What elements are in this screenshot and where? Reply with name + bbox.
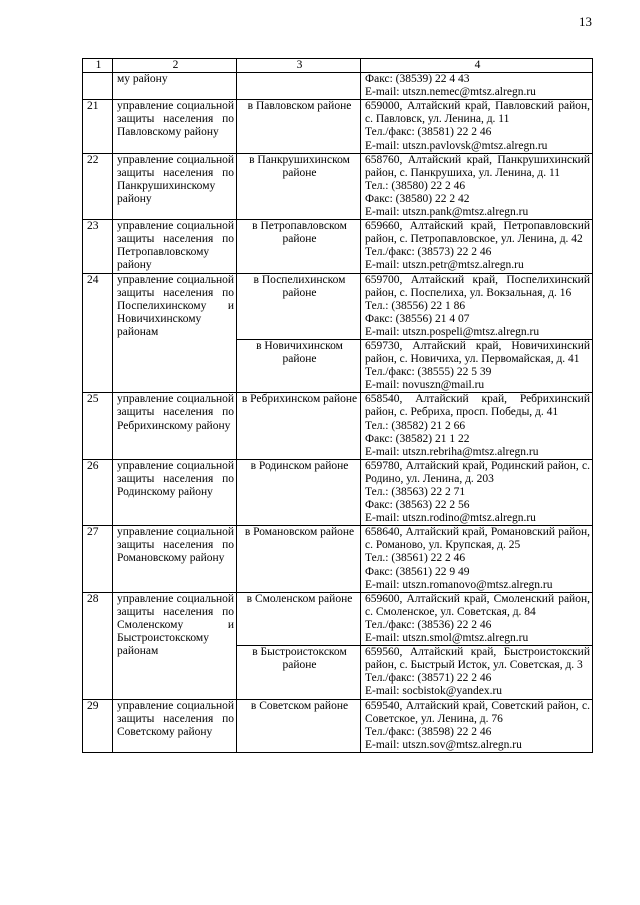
- contact-line: 659660, Алтайский край, Петропавловский район, с. Петропавловское, ул. Ленина, д. 42: [365, 220, 590, 246]
- column-header: 1: [83, 59, 113, 73]
- district-line: в Родинском районе: [250, 459, 349, 472]
- district: [237, 393, 361, 459]
- table-row: [83, 459, 593, 525]
- contact-info: [361, 273, 593, 339]
- district-line: в Смоленском районе: [246, 592, 353, 605]
- contact-line: E-mail: socbistok@yandex.ru: [365, 685, 503, 698]
- agency-name-line: управление социальной защиты населения по Панкрушихинскому району: [117, 153, 234, 205]
- contact-line: 659000, Алтайский край, Павловский район, с. Павловск, ул. Ленина, д. 11: [365, 100, 590, 126]
- district: [237, 459, 361, 525]
- contact-info: [361, 339, 593, 392]
- row-number: 24: [83, 273, 113, 393]
- agency-name-line: управление социальной защиты населения по Поспелихинскому и Новичихинскому районам: [117, 273, 234, 338]
- agency-name: [113, 459, 237, 525]
- contact-line: Факс: (38580) 22 2 42: [365, 192, 470, 205]
- contact-line: 658760, Алтайский край, Панкрушихинский район, с. Панкрушиха, ул. Ленина, д. 11: [365, 153, 590, 179]
- contact-line: 658540, Алтайский край, Ребрихинский район, с. Ребриха, просп. Победы, д. 41: [365, 393, 590, 419]
- table-body: [83, 73, 593, 753]
- agency-name: [113, 699, 237, 752]
- agency-name: [113, 273, 237, 393]
- contact-info: [361, 220, 593, 273]
- contact-line: Тел.: (38556) 22 1 86: [365, 299, 466, 312]
- district-line: в Советском районе: [250, 699, 349, 712]
- agency-name-line: управление социальной защиты населения по Романовскому району: [117, 526, 234, 565]
- header-row: [83, 59, 593, 73]
- agency-name-line: управление социальной защиты населения по Советскому району: [117, 699, 234, 738]
- contact-line: E-mail: utszn.rebriha@mtsz.alregn.ru: [365, 445, 539, 458]
- column-header: 3: [237, 59, 361, 73]
- agency-name: [113, 73, 237, 100]
- contact-line: Тел.: (38561) 22 2 46: [365, 552, 466, 565]
- agency-name-line: управление социальной защиты населения по Смоленскому и Быстроистокскому районам: [117, 592, 234, 658]
- district: [237, 153, 361, 219]
- district-line: в Поспелихинском районе: [253, 273, 346, 299]
- contact-line: Факс: (38556) 21 4 07: [365, 312, 470, 325]
- contact-info: [361, 393, 593, 459]
- contact-line: Тел.: (38582) 21 2 66: [365, 419, 466, 432]
- district: [237, 73, 361, 100]
- contact-line: 659730, Алтайский край, Новичихинский район, с. Новичиха, ул. Первомайская, д. 41: [365, 339, 590, 366]
- contact-line: Тел./факс: (38573) 22 2 46: [365, 246, 492, 259]
- agency-name: [113, 526, 237, 592]
- row-number: 26: [83, 459, 113, 525]
- agency-name-line: управление социальной защиты населения по Ребрихинскому району: [117, 393, 234, 432]
- district: [237, 646, 361, 699]
- contact-line: Факс: (38539) 22 4 43: [365, 73, 470, 86]
- contact-line: Тел./факс: (38581) 22 2 46: [365, 126, 492, 139]
- district: [237, 339, 361, 392]
- district-line: в Романовском районе: [244, 526, 355, 539]
- agency-name-line: управление социальной защиты населения по Родинскому району: [117, 459, 234, 498]
- contact-line: E-mail: utszn.pospeli@mtsz.alregn.ru: [365, 325, 540, 338]
- district-line: в Новичихинском районе: [256, 339, 343, 366]
- district-line: в Ребрихинском районе: [241, 393, 358, 406]
- contact-info: [361, 699, 593, 752]
- row-number: 23: [83, 220, 113, 273]
- agency-name: [113, 100, 237, 153]
- district: [237, 220, 361, 273]
- district-line: в Петропавловском районе: [252, 220, 347, 246]
- table-row: [83, 592, 593, 645]
- contact-line: Факс: (38563) 22 2 56: [365, 499, 470, 512]
- table-row: [83, 220, 593, 273]
- contact-line: 659600, Алтайский край, Смоленский район, с. Смоленское, ул. Советская, д. 84: [365, 592, 590, 618]
- district-line: в Павловском районе: [247, 100, 352, 113]
- contact-line: 659780, Алтайский край, Родинский район, с. Родино, ул. Ленина, д. 203: [365, 459, 590, 485]
- contact-info: [361, 646, 593, 699]
- contact-info: [361, 592, 593, 645]
- contact-line: E-mail: utszn.sov@mtsz.alregn.ru: [365, 738, 522, 751]
- district: [237, 273, 361, 339]
- contact-info: [361, 459, 593, 525]
- table-row: [83, 153, 593, 219]
- contact-line: Факс: (38582) 21 1 22: [365, 432, 470, 445]
- contact-info: [361, 100, 593, 153]
- contact-line: E-mail: utszn.smol@mtsz.alregn.ru: [365, 632, 529, 645]
- contact-line: Тел./факс: (38555) 22 5 39: [365, 366, 492, 379]
- agency-name: [113, 153, 237, 219]
- agency-name: [113, 592, 237, 699]
- row-number: 29: [83, 699, 113, 752]
- contact-line: E-mail: utszn.nemec@mtsz.alregn.ru: [365, 86, 536, 99]
- district: [237, 699, 361, 752]
- agency-name: [113, 393, 237, 459]
- contact-line: E-mail: utszn.romanovo@mtsz.alregn.ru: [365, 578, 553, 591]
- column-header: 4: [361, 59, 593, 73]
- contact-line: Факс: (38561) 22 9 49: [365, 565, 470, 578]
- contact-line: 659700, Алтайский край, Поспелихинский район, с. Поспелиха, ул. Вокзальная, д. 16: [365, 273, 590, 299]
- row-number: 25: [83, 393, 113, 459]
- row-number: [83, 73, 113, 100]
- contact-line: Тел./факс: (38571) 22 2 46: [365, 672, 492, 685]
- page-number: 13: [579, 14, 592, 29]
- contact-line: 659560, Алтайский край, Быстроистокский район, с. Быстрый Исток, ул. Советская, д. 3: [365, 646, 590, 672]
- table-row: [83, 100, 593, 153]
- table-row: [83, 526, 593, 592]
- contact-line: Тел.: (38563) 22 2 71: [365, 486, 466, 498]
- contact-line: E-mail: utszn.rodino@mtsz.alregn.ru: [365, 512, 536, 525]
- district: [237, 100, 361, 153]
- contact-line: E-mail: utszn.pank@mtsz.alregn.ru: [365, 206, 529, 219]
- table-row: [83, 73, 593, 100]
- row-number: 28: [83, 592, 113, 699]
- contact-line: 659540, Алтайский край, Советский район, с. Советское, ул. Ленина, д. 76: [365, 699, 590, 725]
- offices-table: [82, 58, 593, 753]
- agency-name: [113, 220, 237, 273]
- agency-name-line: управление социальной защиты населения по Павловскому району: [117, 100, 234, 139]
- contact-line: Тел./факс: (38598) 22 2 46: [365, 725, 492, 738]
- contact-info: [361, 73, 593, 100]
- district: [237, 526, 361, 592]
- district-line: в Быстроистокском районе: [252, 646, 347, 672]
- table-row: [83, 699, 593, 752]
- agency-name-line: управление социальной защиты населения по Петропавловскому району: [117, 220, 234, 272]
- table-row: [83, 393, 593, 459]
- contact-line: Тел./факс: (38536) 22 2 46: [365, 618, 492, 631]
- row-number: 21: [83, 100, 113, 153]
- contact-line: E-mail: utszn.pavlovsk@mtsz.alregn.ru: [365, 139, 548, 152]
- contact-info: [361, 153, 593, 219]
- contact-line: 658640, Алтайский край, Романовский район, с. Романово, ул. Крупская, д. 25: [365, 526, 590, 552]
- row-number: 22: [83, 153, 113, 219]
- row-number: 27: [83, 526, 113, 592]
- agency-name-line: му району: [117, 73, 168, 86]
- table-row: [83, 273, 593, 339]
- contact-line: E-mail: novuszn@mail.ru: [365, 379, 485, 392]
- contact-line: E-mail: utszn.petr@mtsz.alregn.ru: [365, 259, 524, 272]
- district-line: в Панкрушихинском районе: [249, 153, 350, 179]
- district: [237, 592, 361, 645]
- contact-info: [361, 526, 593, 592]
- contact-line: Тел.: (38580) 22 2 46: [365, 179, 466, 192]
- column-header: 2: [113, 59, 237, 73]
